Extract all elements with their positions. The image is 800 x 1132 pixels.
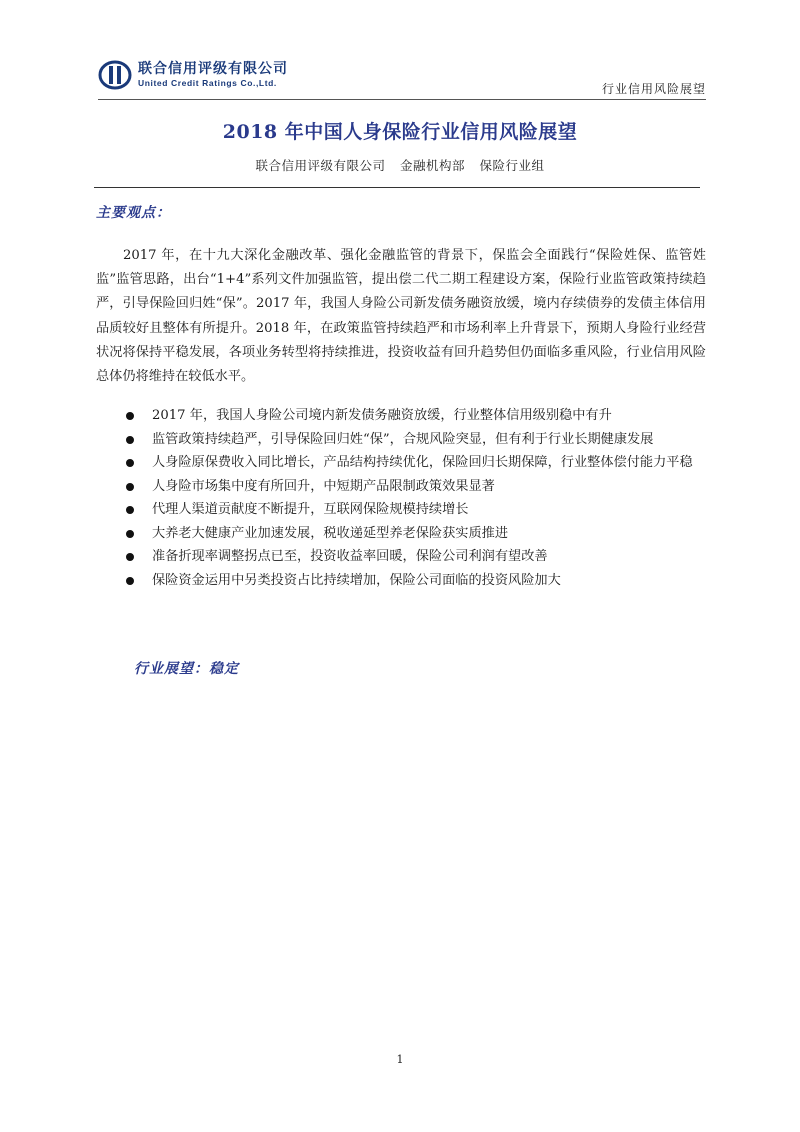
- list-item: 2017 年，我国人身险公司境内新发债务融资放缓，行业整体信用级别稳中有升: [96, 405, 706, 428]
- main-points-heading: 主要观点：: [96, 205, 171, 221]
- ucr-logo-icon: [98, 60, 132, 90]
- bullet-icon: [126, 436, 134, 444]
- summary-paragraph: 2017 年，在十九大深化金融改革、强化金融监管的背景下，保监会全面践行“保险姓保、监管姓监”监管思路，出台“1+4”系列文件加强监管，提出偿二代二期工程建设方案，保险行业监管政策持续趋严，引导保险回归姓“保”。2017 年，我国人身险公司新发债务融资放缓，境内存续债券的发债主体信用品质较好且整体有所提升。2018 年，在政策监管持续趋严和市场利率上升背景下，预期人身险行业经营状况将保持平稳发展，各项业务转型将持续推进，投资收益有回升趋势但仍面临多重风险，行业信用风险总体仍将维持在较低水平。: [96, 248, 706, 385]
- bullet-icon: [126, 483, 134, 491]
- bullet-icon: [126, 412, 134, 420]
- bullet-icon: [126, 459, 134, 467]
- bullet-icon: [126, 553, 134, 561]
- bullet-icon: [126, 506, 134, 514]
- key-points-list: [96, 405, 706, 593]
- company-logo: [98, 60, 288, 90]
- logo-english-name: United Credit Ratings Co.,Ltd.: [138, 78, 277, 89]
- outlook-heading: 行业展望：稳定: [134, 661, 239, 677]
- title-divider: [94, 187, 700, 188]
- list-item: 保险资金运用中另类投资占比持续增加，保险公司面临的投资风险加大: [96, 570, 706, 593]
- page-number: 1: [396, 1053, 404, 1066]
- bullet-icon: [126, 577, 134, 585]
- logo-chinese-name: 联合信用评级有限公司: [138, 61, 288, 78]
- report-category-label: 行业信用风险展望: [601, 82, 706, 96]
- page-header: [98, 60, 706, 100]
- list-item: 人身险市场集中度有所回升，中短期产品限制政策效果显著: [96, 476, 706, 499]
- document-title: 2018 年中国人身保险行业信用风险展望: [222, 121, 578, 143]
- bullet-icon: [126, 530, 134, 538]
- list-item: 人身险原保费收入同比增长，产品结构持续优化，保险回归长期保障，行业整体偿付能力平稳: [96, 452, 706, 475]
- document-subtitle: 联合信用评级有限公司 金融机构部 保险行业组: [255, 158, 545, 173]
- list-item: 代理人渠道贡献度不断提升，互联网保险规模持续增长: [96, 499, 706, 522]
- list-item: 监管政策持续趋严，引导保险回归姓“保”，合规风险突显，但有利于行业长期健康发展: [96, 429, 706, 452]
- header-divider: [98, 99, 706, 100]
- list-item: 大养老大健康产业加速发展，税收递延型养老保险获实质推进: [96, 523, 706, 546]
- list-item: 准备折现率调整拐点已至，投资收益率回暖，保险公司利润有望改善: [96, 546, 706, 569]
